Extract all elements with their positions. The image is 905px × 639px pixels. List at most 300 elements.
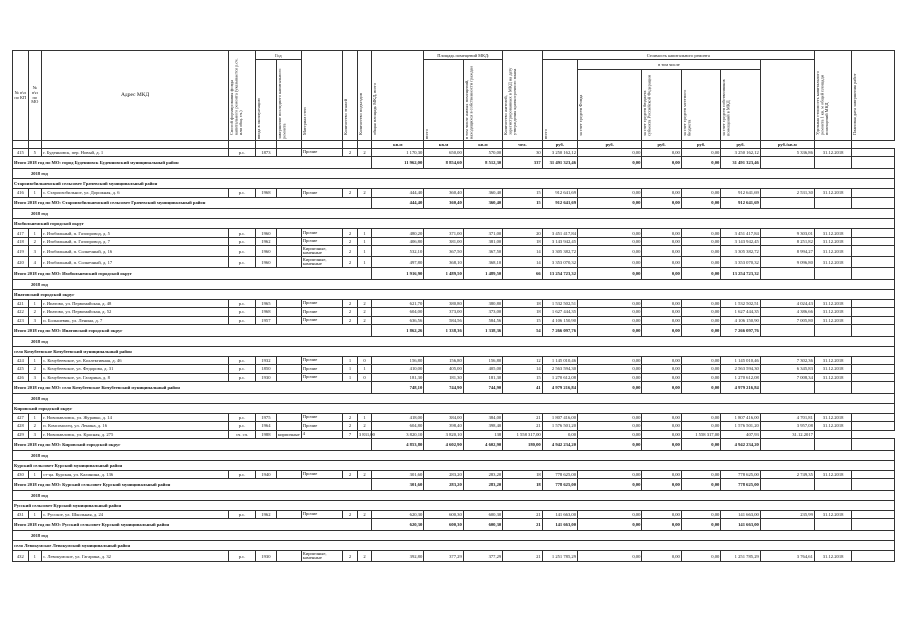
table-cell: 600,30 xyxy=(424,510,463,518)
table-cell: 444,40 xyxy=(372,189,424,197)
unit-cell: руб. xyxy=(721,141,760,149)
table-cell: 2 xyxy=(357,470,372,478)
table-cell: 1965 xyxy=(256,299,277,307)
total-cell: 1 338,36 xyxy=(424,325,463,337)
table-cell: 1 251 785,29 xyxy=(721,551,760,562)
section-label: село Кочубеевское Кочубеевский муниципальный район xyxy=(13,346,895,356)
year-label: 2018 год xyxy=(13,209,895,219)
table-cell: 636,56 xyxy=(372,316,424,324)
total-cell: 21 xyxy=(503,519,542,531)
table-cell: г. Буденновск, пер. Новый, д. 1 xyxy=(42,149,229,157)
table-cell: 1932 xyxy=(256,356,277,364)
table-cell: 423 xyxy=(13,316,29,324)
table-cell: р.с. xyxy=(229,149,256,157)
table-cell: 600,30 xyxy=(463,510,502,518)
col-local-budget: за счет средств местного бюджета xyxy=(681,89,692,136)
total-cell: 600,30 xyxy=(424,519,463,531)
unit-cell: чел. xyxy=(503,141,542,149)
table-cell: 1 xyxy=(28,413,42,421)
year-label: 2018 год xyxy=(13,490,895,500)
table-cell: Кирпичные, каменные xyxy=(301,257,343,268)
table-cell: р.с. xyxy=(229,229,256,237)
total-cell: 360,40 xyxy=(463,197,502,209)
table-cell: 20 xyxy=(503,229,542,237)
table-cell: 420 xyxy=(13,257,29,268)
total-cell: 4 602,90 xyxy=(463,438,502,450)
total-cell: 8 854,60 xyxy=(424,157,463,169)
table-cell xyxy=(276,373,301,381)
table-cell: 2 xyxy=(357,308,372,316)
table-cell: 1962 xyxy=(256,510,277,518)
table-cell: 31.12.2018 xyxy=(814,365,851,373)
table-cell: 2 xyxy=(357,551,372,562)
table-cell: 1 145 010,46 xyxy=(721,356,760,364)
table-cell: 429 xyxy=(13,430,29,438)
total-cell: 0,00 xyxy=(681,325,720,337)
total-cell: 31 491 323,46 xyxy=(721,157,760,169)
table-cell xyxy=(276,257,301,268)
table-cell: 14 xyxy=(503,257,542,268)
table-row xyxy=(13,510,895,518)
table-cell: р.с. xyxy=(229,510,256,518)
total-cell: 0,00 xyxy=(642,268,681,280)
table-cell: 398,40 xyxy=(424,422,463,430)
table-cell: 2 xyxy=(28,365,42,373)
table-cell: 4 xyxy=(28,257,42,268)
table-cell: 406,80 xyxy=(372,237,424,245)
table-cell: 1 xyxy=(28,470,42,478)
section-label: Курский сельсовет Курский муниципальный район xyxy=(13,460,895,470)
col-area-residential: в том числе жилых помещений, находящихся в собственности граждан xyxy=(463,66,474,139)
table-cell: р.с. xyxy=(229,422,256,430)
col-planned-date: Плановая дата завершения работ xyxy=(852,73,858,135)
total-cell: 1 862,26 xyxy=(372,325,424,337)
table-cell xyxy=(276,316,301,324)
table-cell: 0,00 xyxy=(642,257,681,268)
table-cell: 424 xyxy=(13,356,29,364)
table-cell: р.с. xyxy=(229,257,256,268)
total-cell: 0,00 xyxy=(578,519,642,531)
table-cell: 1 xyxy=(357,257,372,268)
total-cell: 8 512,30 xyxy=(463,157,502,169)
table-cell: 0,00 xyxy=(681,551,720,562)
col-owners: за счет средств собственников помещений в МКД xyxy=(721,79,731,136)
table-cell: р.с. xyxy=(229,189,256,197)
table-cell: 3 831,00 xyxy=(358,431,375,437)
table-cell: 778 625,00 xyxy=(721,470,760,478)
table-cell: 18 xyxy=(503,237,542,245)
table-row xyxy=(13,365,895,373)
table-cell: 0,00 xyxy=(681,365,720,373)
section-row xyxy=(13,219,895,229)
total-cell: 0,00 xyxy=(681,519,720,531)
year-row xyxy=(13,336,895,346)
total-cell: 0,00 xyxy=(681,382,720,394)
table-cell: 0,00 xyxy=(681,237,720,245)
total-cell: 744,90 xyxy=(424,382,463,394)
table-cell: 0,00 xyxy=(681,299,720,307)
table-cell: 1 xyxy=(343,365,358,373)
table-cell: 3 305 382,72 xyxy=(542,246,577,257)
table-cell: 2 xyxy=(343,257,358,268)
table-cell: 3 xyxy=(28,316,42,324)
table-cell: 384,00 xyxy=(424,413,463,421)
table-cell: 1 xyxy=(357,413,372,421)
table-cell: 2 xyxy=(343,299,358,307)
table-cell: п. Большевик, ул. Ленина, д. 7 xyxy=(42,316,229,324)
table-row xyxy=(13,229,895,237)
table-cell: 2 xyxy=(343,413,358,421)
section-label: Русский сельсовет Курский муниципальный район xyxy=(13,500,895,510)
table-cell: 2 xyxy=(343,470,358,478)
total-cell: 4 942 234,20 xyxy=(542,438,577,450)
total-row xyxy=(13,479,895,491)
spreadsheet xyxy=(12,50,895,562)
section-row xyxy=(13,403,895,413)
table-cell: 367,50 xyxy=(463,246,502,257)
table-cell: 0,00 xyxy=(642,365,681,373)
table-cell: 0,00 xyxy=(681,189,720,197)
section-label: Изобильненский городской округ xyxy=(13,219,895,229)
section-label: Кировский городской округ xyxy=(13,403,895,413)
table-cell: 2 xyxy=(343,316,358,324)
total-cell: 1 338,36 xyxy=(463,325,502,337)
year-label: 2018 год xyxy=(13,279,895,289)
table-cell: 432 xyxy=(13,551,29,562)
table-cell: 4 xyxy=(301,430,343,438)
year-label: 2018 год xyxy=(13,336,895,346)
table-cell: 235,99 xyxy=(760,510,814,518)
year-label: 2018 год xyxy=(13,450,895,460)
year-row xyxy=(13,490,895,500)
table-cell: 156,80 xyxy=(424,356,463,364)
table-cell: 3 451 417,84 xyxy=(542,229,577,237)
table-cell xyxy=(276,470,301,478)
table-cell: р.с. xyxy=(229,356,256,364)
year-label: 2018 год xyxy=(13,168,895,178)
table-cell: 426 xyxy=(13,373,29,381)
section-label: Ипатовский городской округ xyxy=(13,289,895,299)
table-cell: 2 xyxy=(28,237,42,245)
table-cell: 14 xyxy=(503,246,542,257)
table-cell: 1 xyxy=(357,237,372,245)
total-cell: 744,90 xyxy=(463,382,502,394)
table-cell: 368,10 xyxy=(424,257,463,268)
table-cell: Прочие xyxy=(301,470,343,478)
table-cell: 1 xyxy=(28,551,42,562)
table-cell: 3 353 070,32 xyxy=(542,257,577,268)
section-row xyxy=(13,178,895,188)
table-cell: 1962 xyxy=(256,237,277,245)
table-cell: 0,00 xyxy=(681,422,720,430)
table-row xyxy=(13,299,895,307)
section-row xyxy=(13,460,895,470)
table-cell: 5 336,86 xyxy=(760,149,814,157)
table-cell: 0,00 xyxy=(578,189,642,197)
total-label: Итого 2018 год по МО: село Кочубеевское Кочубеевский муниципальный район xyxy=(13,382,372,394)
table-cell: 1 251 785,29 xyxy=(542,551,577,562)
total-cell: 0,00 xyxy=(642,438,681,450)
total-label: Итого 2018 год по МО: Русский сельсовет Курский муниципальный район xyxy=(13,519,372,531)
table-cell: 0,00 xyxy=(681,316,720,324)
table-cell: 2 xyxy=(28,422,42,430)
table-cell: р.с. xyxy=(229,316,256,324)
table-cell: 1850 xyxy=(256,365,277,373)
table-cell: 0,00 xyxy=(681,373,720,381)
table-row xyxy=(13,246,895,257)
total-cell: 337 xyxy=(503,157,542,169)
table-cell: 21 xyxy=(503,413,542,421)
table-cell: кирпичные xyxy=(277,431,300,437)
table-cell: 156,80 xyxy=(463,356,502,364)
table-cell: 181,30 xyxy=(372,373,424,381)
table-cell: 532,10 xyxy=(372,246,424,257)
table-cell: 480,20 xyxy=(372,229,424,237)
table-cell: 1957 xyxy=(256,316,277,324)
table-cell: ст-ца. Курская, ул. Калинина, д. 136 xyxy=(42,470,229,478)
total-label: Итого 2018 год по МО: Ипатовский городской округ xyxy=(13,325,372,337)
col-commissioned: ввода в эксплуатацию xyxy=(256,98,262,139)
table-cell: 0,00 xyxy=(642,430,681,438)
table-cell: 2 xyxy=(343,551,358,562)
table-row xyxy=(13,430,895,438)
table-cell: 18 xyxy=(503,299,542,307)
total-cell: 31 491 323,46 xyxy=(542,157,577,169)
table-cell: 384,00 xyxy=(463,413,502,421)
table-cell: 15 xyxy=(503,316,542,324)
total-cell: 4 979 216,84 xyxy=(542,382,577,394)
table-cell: 1 576 501,20 xyxy=(542,422,577,430)
table-cell: 371,00 xyxy=(424,229,463,237)
table-cell: 430 xyxy=(13,470,29,478)
table-cell: 156,80 xyxy=(372,356,424,364)
total-cell: 360,40 xyxy=(424,197,463,209)
table-cell: 0,00 xyxy=(578,356,642,364)
table-cell: 0 xyxy=(357,356,372,364)
year-row xyxy=(13,209,895,219)
table-row xyxy=(13,149,895,157)
table-cell: 15 xyxy=(503,373,542,381)
table-cell: с. Русское, ул. Школьная, д. 24 xyxy=(42,510,229,518)
total-cell: 620,30 xyxy=(372,519,424,531)
table-cell xyxy=(276,246,301,257)
total-cell: 54 xyxy=(503,325,542,337)
table-cell: 3 957,08 xyxy=(760,422,814,430)
table-cell: 1 xyxy=(357,229,372,237)
table-cell: 18 xyxy=(503,470,542,478)
table-cell: 1 xyxy=(343,356,358,364)
total-cell: 0,00 xyxy=(642,157,681,169)
table-cell: 0,00 xyxy=(578,257,642,268)
total-cell: 1 489,50 xyxy=(463,268,502,280)
table-cell: 1960 xyxy=(256,229,277,237)
table-cell: г. Изобильный, п. Газопровод, д. 5 xyxy=(42,229,229,237)
table-cell: 1 807 416,00 xyxy=(721,413,760,421)
table-body xyxy=(13,149,895,562)
col-regional-budget: за счет средств бюджета субъекта Российской Федерации xyxy=(642,74,652,136)
total-cell: 600,30 xyxy=(463,519,502,531)
table-cell: 0,00 xyxy=(681,413,720,421)
year-row xyxy=(13,279,895,289)
table-cell: 0,00 xyxy=(578,470,642,478)
table-cell: 0,00 xyxy=(642,237,681,245)
table-cell: 2 563 594,30 xyxy=(542,365,577,373)
table-cell: 0,00 xyxy=(642,189,681,197)
total-cell: 0,00 xyxy=(681,157,720,169)
table-cell: г. Новопавловск, ул. Красная, д. 275 xyxy=(42,430,229,438)
total-cell: 141 663,00 xyxy=(542,519,577,531)
table-cell: Кирпичные, каменные xyxy=(301,246,343,257)
total-cell: 4 942 234,20 xyxy=(721,438,760,450)
unit-cell: кв.м xyxy=(463,141,502,149)
total-cell: 0,00 xyxy=(578,197,642,209)
table-cell: 31.12.2018 xyxy=(814,229,851,237)
table-cell: Прочие xyxy=(301,316,343,324)
table-cell: 283,20 xyxy=(463,470,502,478)
table-cell: 2 xyxy=(343,237,358,245)
table-cell: Прочие xyxy=(301,149,343,157)
total-cell: 778 625,00 xyxy=(721,479,760,491)
table-cell: 0,00 xyxy=(578,308,642,316)
year-label: 2018 год xyxy=(13,530,895,540)
table-cell: 377,29 xyxy=(424,551,463,562)
table-cell: 1 558 317,00 xyxy=(503,430,542,438)
table-cell: 418 xyxy=(13,237,29,245)
table-cell: Прочие xyxy=(301,237,343,245)
table-cell xyxy=(276,237,301,245)
table-row xyxy=(13,316,895,324)
total-cell: 66 xyxy=(503,268,542,280)
table-cell: 360,40 xyxy=(424,189,463,197)
table-cell: 31.12.2018 xyxy=(814,470,851,478)
table-cell: 181,30 xyxy=(463,373,502,381)
table-cell: 4 024,43 xyxy=(760,299,814,307)
year-row xyxy=(13,393,895,403)
col-fund: за счет средств Фонда xyxy=(578,94,583,136)
table-row xyxy=(13,422,895,430)
table-cell: г. Изобильный, п. Газопровод, д. 7 xyxy=(42,237,229,245)
total-row xyxy=(13,519,895,531)
table-cell: 380,80 xyxy=(463,299,502,307)
section-row xyxy=(13,500,895,510)
table-cell: 371,00 xyxy=(463,229,502,237)
total-cell: 0,00 xyxy=(681,197,720,209)
table-cell: 1930 xyxy=(256,373,277,381)
unit-cell: руб. xyxy=(681,141,720,149)
total-cell: 1 916,90 xyxy=(372,268,424,280)
table-cell: 1 807 416,00 xyxy=(542,413,577,421)
table-row xyxy=(13,470,895,478)
total-cell: 0,00 xyxy=(578,479,642,491)
table-cell: 283,20 xyxy=(424,470,463,478)
table-cell: Прочие xyxy=(301,365,343,373)
table-cell: 3 305 382,72 xyxy=(721,246,760,257)
total-cell: 0,00 xyxy=(642,325,681,337)
table-cell: 31.12.2018 xyxy=(814,316,851,324)
table-cell: 2 xyxy=(357,299,372,307)
table-cell: 1 xyxy=(28,299,42,307)
table-cell: 570,00 xyxy=(463,149,502,157)
table-cell: Кирпичные, каменные xyxy=(301,551,343,562)
table-cell: 912 641,69 xyxy=(721,189,760,197)
table-cell xyxy=(276,510,301,518)
table-cell: 422 xyxy=(13,308,29,316)
table-cell: Прочие xyxy=(301,413,343,421)
table-cell: сч. сч. xyxy=(229,430,256,438)
table-cell: 31.12.2018 xyxy=(814,149,851,157)
table-cell: 14 xyxy=(503,365,542,373)
table-cell: 1 xyxy=(28,229,42,237)
table-cell: Прочие xyxy=(301,422,343,430)
table-cell: 1 xyxy=(28,189,42,197)
table-cell: 31.12.2018 xyxy=(814,299,851,307)
table-cell: 0,00 xyxy=(578,422,642,430)
table-cell: 4 106 150,90 xyxy=(721,316,760,324)
unit-cell: руб. xyxy=(542,141,577,149)
table-cell: 0,00 xyxy=(578,299,642,307)
table-cell: 1968 xyxy=(256,189,277,197)
table-cell: 416 xyxy=(13,189,29,197)
table-cell: 2 xyxy=(357,510,372,518)
table-cell: 7 008,34 xyxy=(760,373,814,381)
table-cell: 3 xyxy=(28,246,42,257)
total-cell: 4 853,80 xyxy=(372,438,424,450)
table-row xyxy=(13,373,895,381)
col-kp-number: № п\п по КП xyxy=(13,51,29,141)
table-cell: 0,00 xyxy=(578,149,642,157)
total-cell: 41 xyxy=(503,382,542,394)
total-cell: 912 641,69 xyxy=(542,197,577,209)
table-cell xyxy=(276,413,301,421)
table-cell: 7 005,80 xyxy=(760,316,814,324)
total-cell: 13 254 723,32 xyxy=(542,268,577,280)
table-cell: 1 170,30 xyxy=(372,149,424,157)
table-cell: 1975 xyxy=(256,413,277,421)
table-cell: г. Изобильный, п. Солнечный, д. 17 xyxy=(42,257,229,268)
table-cell: 381,00 xyxy=(424,237,463,245)
total-row xyxy=(13,325,895,337)
table-cell: Прочие xyxy=(301,229,343,237)
unit-cell: руб. xyxy=(578,141,642,149)
table-cell xyxy=(276,551,301,562)
table-cell: р.с. xyxy=(229,237,256,245)
total-cell: 0,00 xyxy=(578,268,642,280)
table-cell: 2 563 594,30 xyxy=(721,365,760,373)
table-cell: 141 663,00 xyxy=(721,510,760,518)
table-cell: 2 531,30 xyxy=(760,189,814,197)
table-cell: 2 xyxy=(357,422,372,430)
col-residents: Количество жителей, зарегистрированных в МКД на дату утверждения краткосрочного плана xyxy=(503,67,518,135)
table-cell: 3 353 070,32 xyxy=(721,257,760,268)
table-cell: 3 xyxy=(28,430,42,438)
table-cell: с. Левокумское, ул. Гагарина, д. 32 xyxy=(42,551,229,562)
total-row xyxy=(13,197,895,209)
total-cell: 15 xyxy=(503,197,542,209)
table-cell: 31.12.2018 xyxy=(814,510,851,518)
table-cell: 21 xyxy=(503,422,542,430)
col-cost-group: Стоимость капитального ремонта xyxy=(542,51,814,60)
table-cell: 3 143 942,45 xyxy=(542,237,577,245)
total-row xyxy=(13,438,895,450)
table-cell: 1964 xyxy=(256,422,277,430)
table-cell xyxy=(276,365,301,373)
table-cell: 0,00 xyxy=(578,365,642,373)
table-cell: 2 xyxy=(343,149,358,157)
table-cell: 1940 xyxy=(256,470,277,478)
table-cell: 425 xyxy=(13,365,29,373)
table-cell: р.с. xyxy=(229,308,256,316)
table-cell: 497,80 xyxy=(372,257,424,268)
